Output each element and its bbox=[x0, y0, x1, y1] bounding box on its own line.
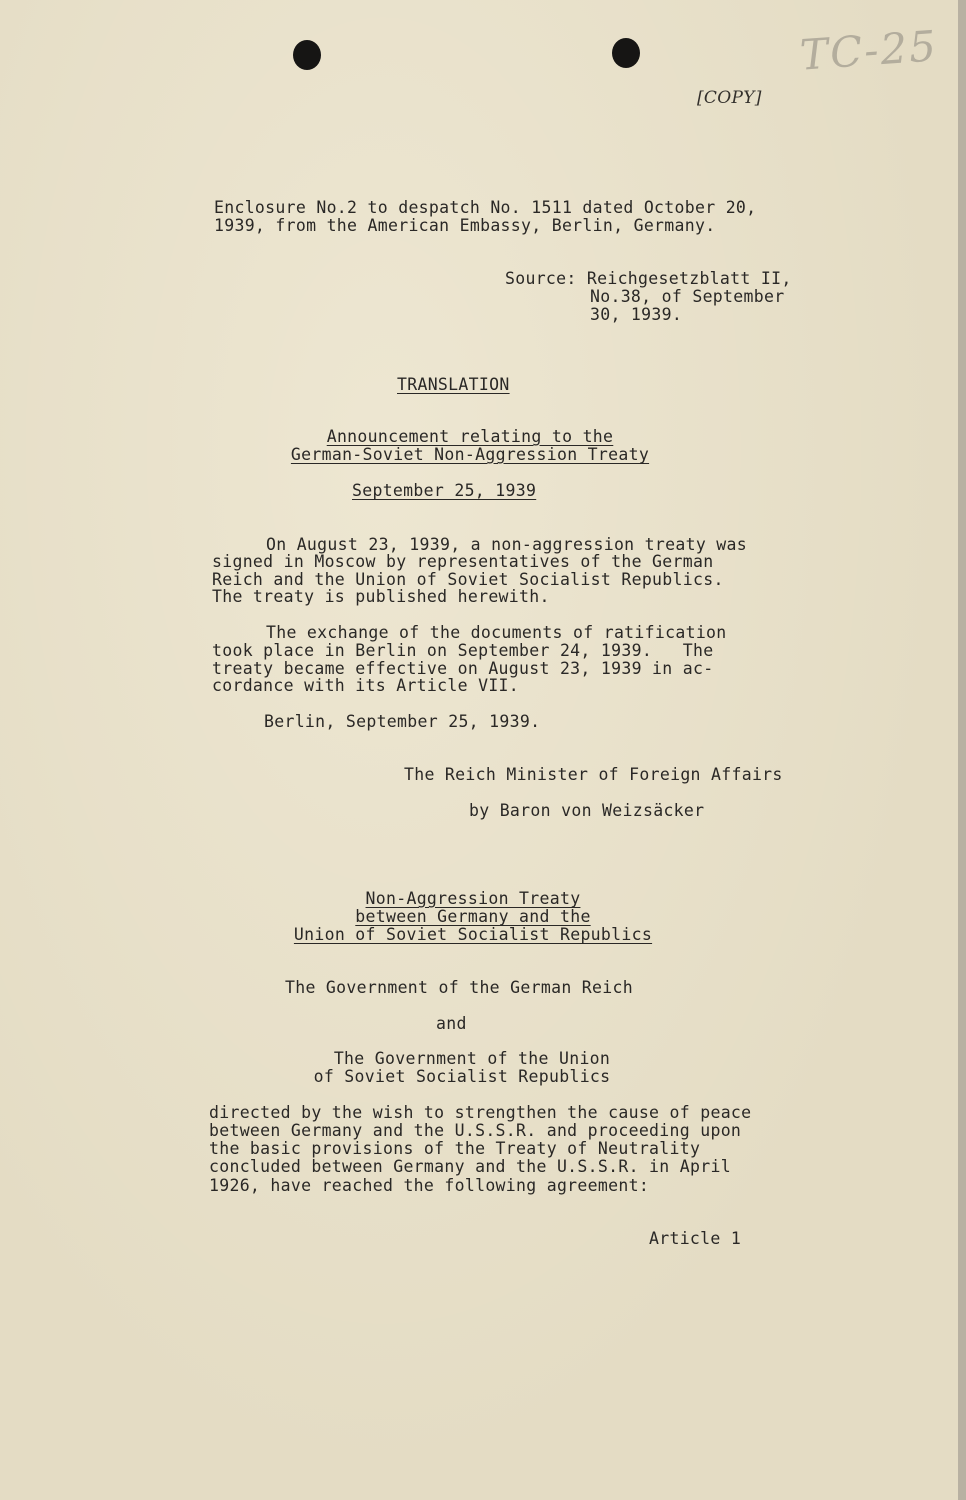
announcement-para1-line: On August 23, 1939, a non-aggression treaty was bbox=[266, 535, 747, 554]
preamble-line: concluded between Germany and the U.S.S.R. in April bbox=[209, 1157, 731, 1176]
treaty-title-line-2: between Germany and the bbox=[355, 907, 591, 926]
place-date: Berlin, September 25, 1939. bbox=[264, 712, 541, 731]
source-line-3: 30, 1939. bbox=[590, 305, 683, 324]
announcement-para1-line: Reich and the Union of Soviet Socialist Republics. bbox=[212, 570, 724, 589]
announcement-para2-line: The exchange of the documents of ratification bbox=[266, 623, 727, 642]
punch-hole-right bbox=[612, 38, 640, 68]
treaty-title-line-1: Non-Aggression Treaty bbox=[365, 889, 581, 908]
signatory-name: by Baron von Weizsäcker bbox=[469, 801, 705, 820]
party-german-reich: The Government of the German Reich bbox=[285, 978, 633, 997]
enclosure-line-1: Enclosure No.2 to despatch No. 1511 dated October 20, bbox=[214, 198, 757, 217]
conjunction-and: and bbox=[436, 1014, 467, 1033]
preamble-line: between Germany and the U.S.S.R. and proceeding upon bbox=[209, 1121, 742, 1140]
announcement-para2-line: treaty became effective on August 23, 1939 in ac- bbox=[212, 659, 714, 678]
announcement-title-line-2: German-Soviet Non-Aggression Treaty bbox=[290, 445, 650, 464]
handwritten-archive-mark: TC-25 bbox=[798, 21, 940, 80]
article-1-heading: Article 1 bbox=[649, 1229, 742, 1248]
party-ussr-line-1: The Government of the Union bbox=[333, 1049, 611, 1068]
announcement-para1-line: The treaty is published herewith. bbox=[212, 587, 550, 606]
treaty-title-line-3: Union of Soviet Socialist Republics bbox=[293, 925, 653, 944]
translation-heading: TRANSLATION bbox=[397, 375, 510, 394]
announcement-para1-line: signed in Moscow by representatives of the German bbox=[212, 552, 714, 571]
announcement-title-line-1: Announcement relating to the bbox=[326, 427, 614, 446]
party-ussr-line-2: of Soviet Socialist Republics bbox=[313, 1067, 611, 1086]
source-line-1: Source: Reichgesetzblatt II, bbox=[505, 269, 792, 288]
signatory-title: The Reich Minister of Foreign Affairs bbox=[404, 765, 783, 784]
announcement-date: September 25, 1939 bbox=[352, 481, 537, 500]
announcement-para2-line: cordance with its Article VII. bbox=[212, 676, 520, 695]
announcement-para2-line: took place in Berlin on September 24, 1939. The bbox=[212, 641, 714, 660]
enclosure-line-2: 1939, from the American Embassy, Berlin, Germany. bbox=[214, 216, 716, 235]
preamble-line: directed by the wish to strengthen the cause of peace bbox=[209, 1103, 752, 1122]
preamble-line: the basic provisions of the Treaty of Neutrality bbox=[209, 1139, 701, 1158]
copy-label: [COPY] bbox=[697, 88, 762, 108]
punch-hole-left bbox=[293, 40, 321, 70]
preamble-line: 1926, have reached the following agreement: bbox=[209, 1176, 650, 1195]
source-line-2: No.38, of September bbox=[590, 287, 785, 306]
